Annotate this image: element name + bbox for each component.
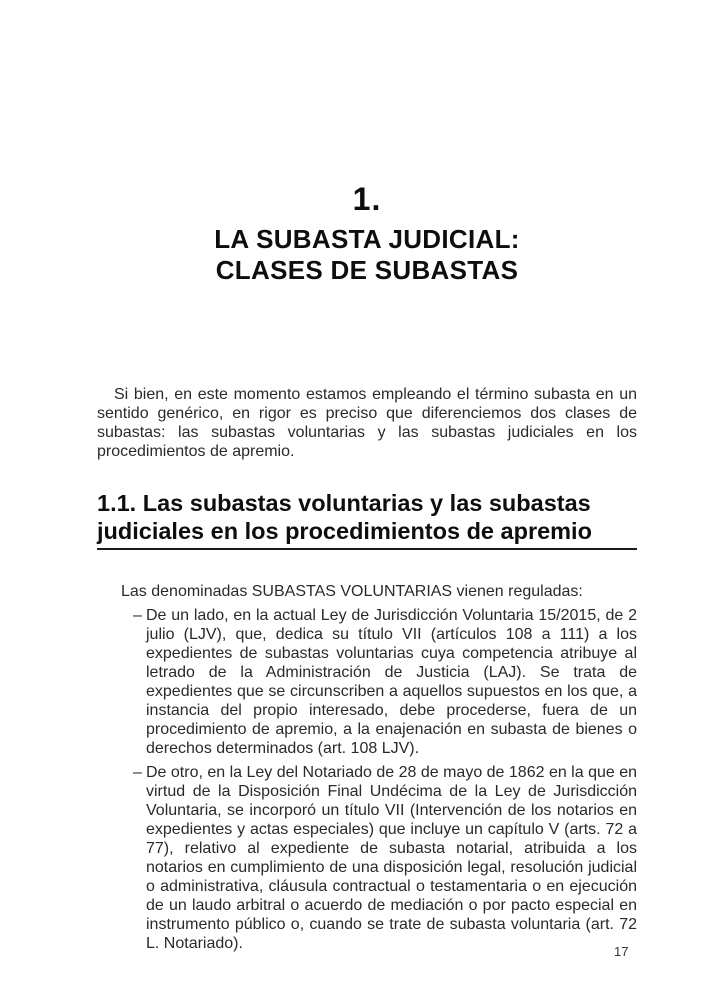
dash-marker: – (133, 607, 142, 624)
text-column (97, 0, 637, 953)
bullet-list (133, 606, 637, 953)
chapter-title-line-2: CLASES DE SUBASTAS (215, 255, 519, 285)
intro-paragraph: Si bien, en este momento estamos empleando el término subasta en un sentido genérico, en rigor es preciso que diferenciemos dos clases de subastas: las subastas voluntarias y las subastas judiciales en los procedimientos de apremio. (97, 386, 637, 460)
list-item (133, 763, 637, 953)
chapter-title (97, 224, 637, 286)
list-item-text: De otro, en la Ley del Notariado de 28 de mayo de 1862 en la que en virtud de la Disposición Final Undécima de la Ley de Jurisdicción Voluntaria, se incorporó un título VII (Intervención de los notarios en expedientes y actas especiales) que incluye un capítulo V (arts. 72 a 77), relativo al expediente de subasta notarial, atribuida a los notarios en cumplimiento de una disposición legal, resolución judicial o administrativa, cláusula contractual o testamentaria o en ejecución de un laudo arbitral o acuerdo de mediación o por pacto especial en instrumento público o, cuando se trate de subasta voluntaria (art. 72 L. Notariado). (146, 764, 638, 952)
dash-marker: – (133, 764, 142, 781)
page-number: 17 (614, 944, 629, 959)
list-item-text: De un lado, en la actual Ley de Jurisdicción Voluntaria 15/2015, de 2 julio (LJV), que, dedica su título VII (artículos 108 a 111) a los expedientes de subastas voluntarias cuya competencia atribuye al letrado de la Administración de Justicia (LAJ). Se trata de expedientes que se circunscriben a aquellos supuestos en los que, a instancia del propio interesado, debe procederse, fuera de un procedimiento de apremio, a la enajenación en subasta de bienes o derechos determinados (art. 108 LJV). (146, 607, 637, 757)
list-item (133, 606, 637, 758)
chapter-number: 1. (352, 181, 382, 217)
section-lead: Las denominadas SUBASTAS VOLUNTARIAS vienen reguladas: (121, 583, 583, 600)
section-heading: 1.1. Las subastas voluntarias y las subastas judiciales en los procedimientos de apremio (97, 489, 637, 550)
chapter-title-line-1: LA SUBASTA JUDICIAL: (214, 224, 520, 254)
